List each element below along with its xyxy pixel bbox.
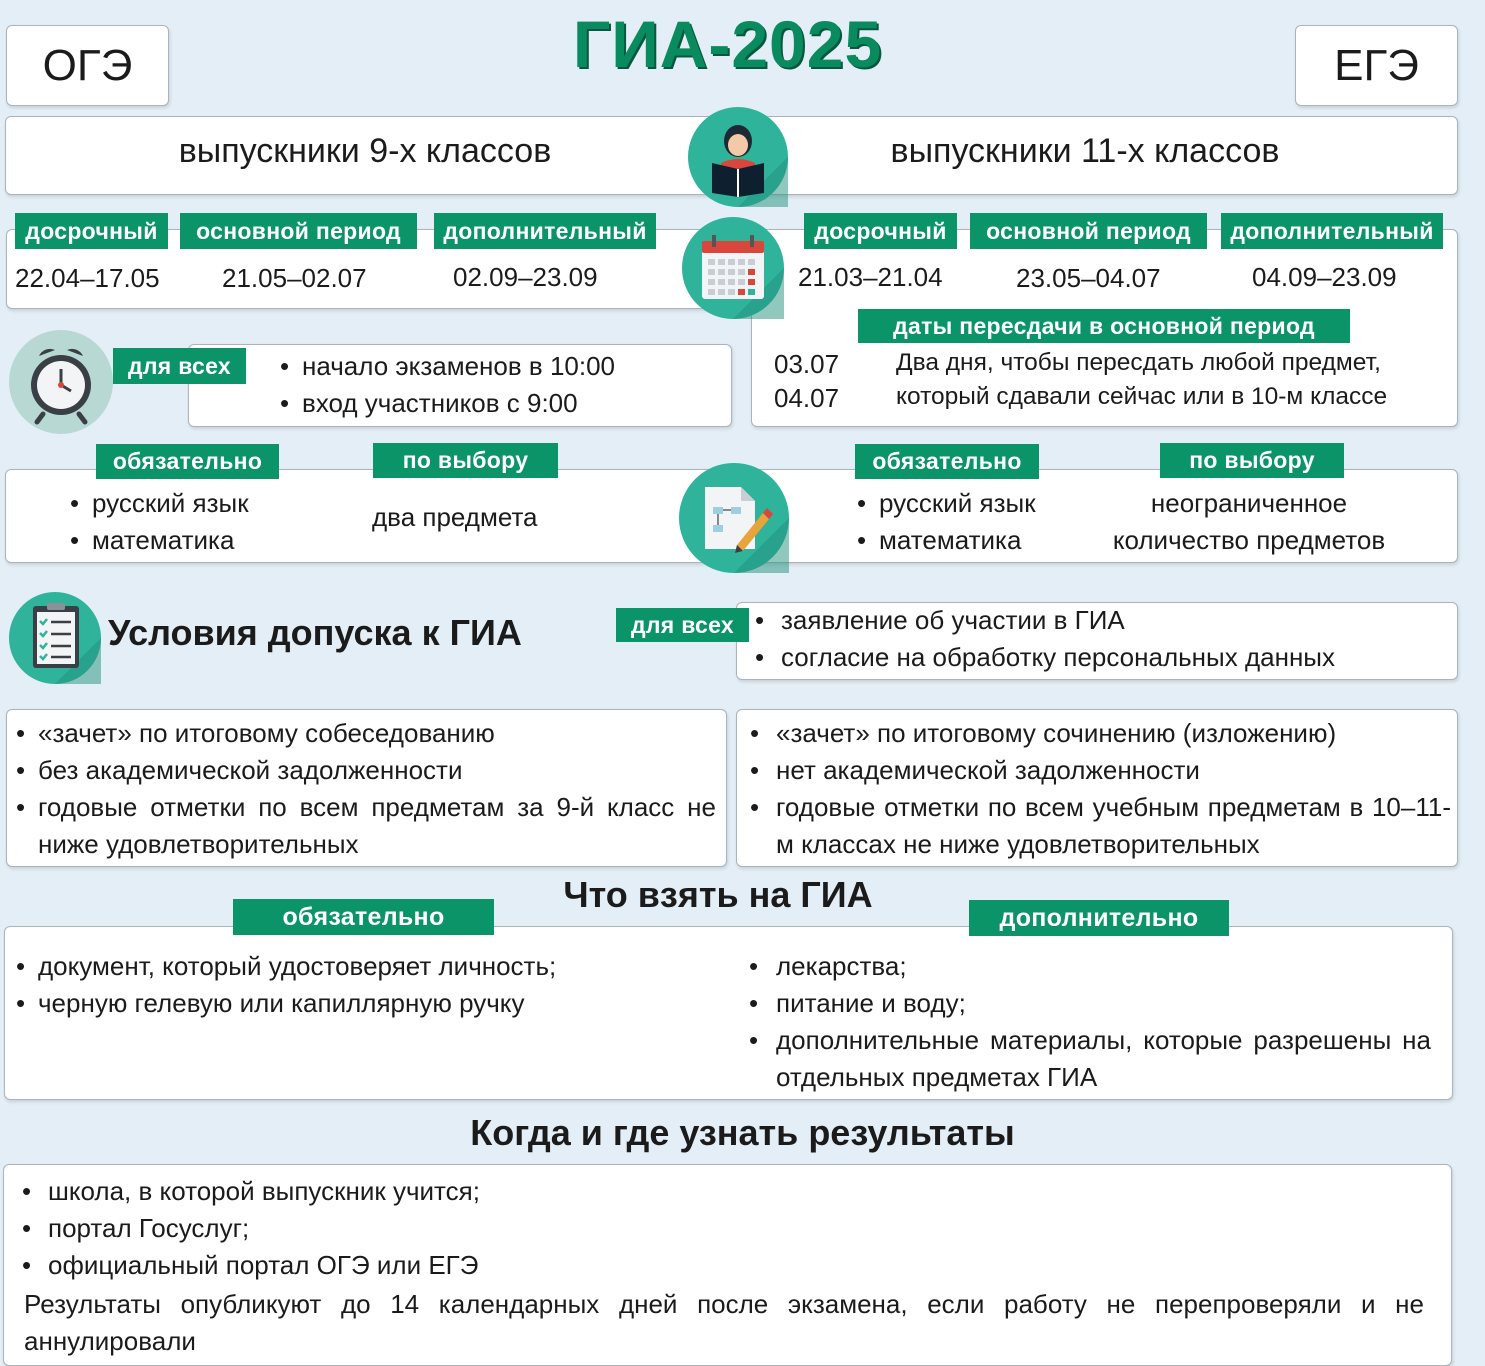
- results-places-list: [18, 1173, 480, 1284]
- oge-required-russian: • русский язык: [66, 485, 249, 522]
- oge-required-tag: обязательно: [96, 444, 279, 479]
- oge-label: ОГЭ: [42, 41, 133, 90]
- oge-choice-tag: по выбору: [373, 443, 558, 478]
- time-notes-list: [276, 348, 615, 422]
- oge-admission-interview: • «зачет» по итоговому собеседованию: [12, 715, 716, 752]
- ege-period-extra-dates: 04.09–23.09: [1252, 262, 1397, 292]
- ege-admission-essay: • «зачет» по итоговому сочинению (изложению): [746, 715, 1451, 752]
- bring-optional-medicine: • лекарства;: [745, 948, 1431, 985]
- ege-period-main-dates: 23.05–04.07: [1016, 263, 1161, 293]
- oge-period-extra-dates: 02.09–23.09: [453, 262, 598, 292]
- results-note: Результаты опубликуют до 14 календарных дней после экзамена, если работу не перепроверяли и не аннулировали: [24, 1289, 1424, 1356]
- admission-for-all-tag: для всех: [616, 608, 749, 642]
- ege-admission-no-debt: • нет академической задолженности: [746, 752, 1451, 789]
- bring-required-list: [12, 948, 556, 1022]
- oge-admission-no-debt: • без академической задолженности: [12, 752, 716, 789]
- oge-period-early-dates: 22.04–17.05: [15, 263, 160, 293]
- checklist-icon: [9, 592, 101, 684]
- oge-admission-grades: • годовые отметки по всем предметам за 9-й класс не ниже удовлетворительных: [12, 789, 716, 863]
- oge-period-main-dates: 21.05–02.07: [222, 263, 367, 293]
- ege-choice-tag: по выбору: [1160, 443, 1344, 478]
- ege-required-list: [853, 485, 1036, 559]
- ege-admission-grades: • годовые отметки по всем учебным предметам в 10–11-м классах не ниже удовлетворительных: [746, 789, 1451, 863]
- oge-period-main-tag: основной период: [180, 213, 417, 249]
- oge-admission-list: [12, 715, 716, 863]
- page-title: ГИА-2025: [572, 7, 883, 81]
- oge-required-list: [66, 485, 249, 559]
- calendar-icon: [682, 217, 784, 319]
- admission-for-all-consent: • согласие на обработку персональных данных: [751, 639, 1335, 676]
- ege-retake-tag: даты пересдачи в основной период: [858, 309, 1350, 343]
- oge-period-early-tag: досрочный: [15, 213, 168, 249]
- ege-retake-date-2: 04.07: [774, 383, 840, 413]
- time-note-start: • начало экзаменов в 10:00: [276, 348, 615, 385]
- oge-label-box: [6, 25, 169, 106]
- bring-title: Что взять на ГИА: [563, 874, 873, 915]
- ege-admission-list: [746, 715, 1451, 863]
- ege-label: ЕГЭ: [1334, 41, 1419, 90]
- results-place-portal: • официальный портал ОГЭ или ЕГЭ: [18, 1247, 480, 1284]
- alarm-clock-icon: [9, 330, 113, 434]
- oge-choice-text: два предмета: [372, 502, 538, 532]
- oge-period-extra-tag: дополнительный: [434, 213, 656, 249]
- ege-period-extra-tag: дополнительный: [1221, 213, 1443, 249]
- ege-required-russian: • русский язык: [853, 485, 1036, 522]
- student-reading-icon: [688, 107, 788, 207]
- ege-retake-text: Два дня, чтобы пересдать любой предмет, который сдавали сейчас или в 10-м классе: [896, 349, 1388, 410]
- time-note-entry: • вход участников с 9:00: [276, 385, 615, 422]
- results-place-school: • школа, в которой выпускник учится;: [18, 1173, 480, 1210]
- bring-required-tag: обязательно: [233, 899, 494, 935]
- ege-required-tag: обязательно: [855, 444, 1039, 479]
- ege-choice-text: неограниченное количество предметов: [1112, 488, 1386, 555]
- bring-optional-list: [745, 948, 1431, 1096]
- bring-required-id: • документ, который удостоверяет личность;: [12, 948, 556, 985]
- document-pencil-icon: [679, 463, 789, 573]
- oge-audience: выпускники 9-х классов: [178, 132, 552, 170]
- ege-required-math: • математика: [853, 522, 1036, 559]
- results-place-gosuslugi: • портал Госуслуг;: [18, 1210, 480, 1247]
- bring-required-pen: • черную гелевую или капиллярную ручку: [12, 985, 556, 1022]
- ege-period-main-tag: основной период: [970, 213, 1207, 249]
- ege-audience: выпускники 11-х классов: [890, 132, 1280, 170]
- results-title: Когда и где узнать результаты: [470, 1112, 1015, 1153]
- admission-for-all-application: • заявление об участии в ГИА: [751, 602, 1335, 639]
- admission-title: Условия допуска к ГИА: [108, 612, 522, 653]
- bring-optional-tag: дополнительно: [969, 900, 1229, 936]
- bring-optional-food: • питание и воду;: [745, 985, 1431, 1022]
- admission-for-all-list: [751, 602, 1335, 676]
- bring-optional-materials: • дополнительные материалы, которые разрешены на отдельных предметах ГИА: [745, 1022, 1431, 1096]
- time-for-all-tag: для всех: [113, 348, 246, 384]
- ege-period-early-tag: досрочный: [804, 213, 957, 249]
- ege-retake-date-1: 03.07: [774, 349, 840, 379]
- ege-period-early-dates: 21.03–21.04: [798, 262, 943, 292]
- ege-label-box: [1295, 25, 1458, 106]
- oge-required-math: • математика: [66, 522, 249, 559]
